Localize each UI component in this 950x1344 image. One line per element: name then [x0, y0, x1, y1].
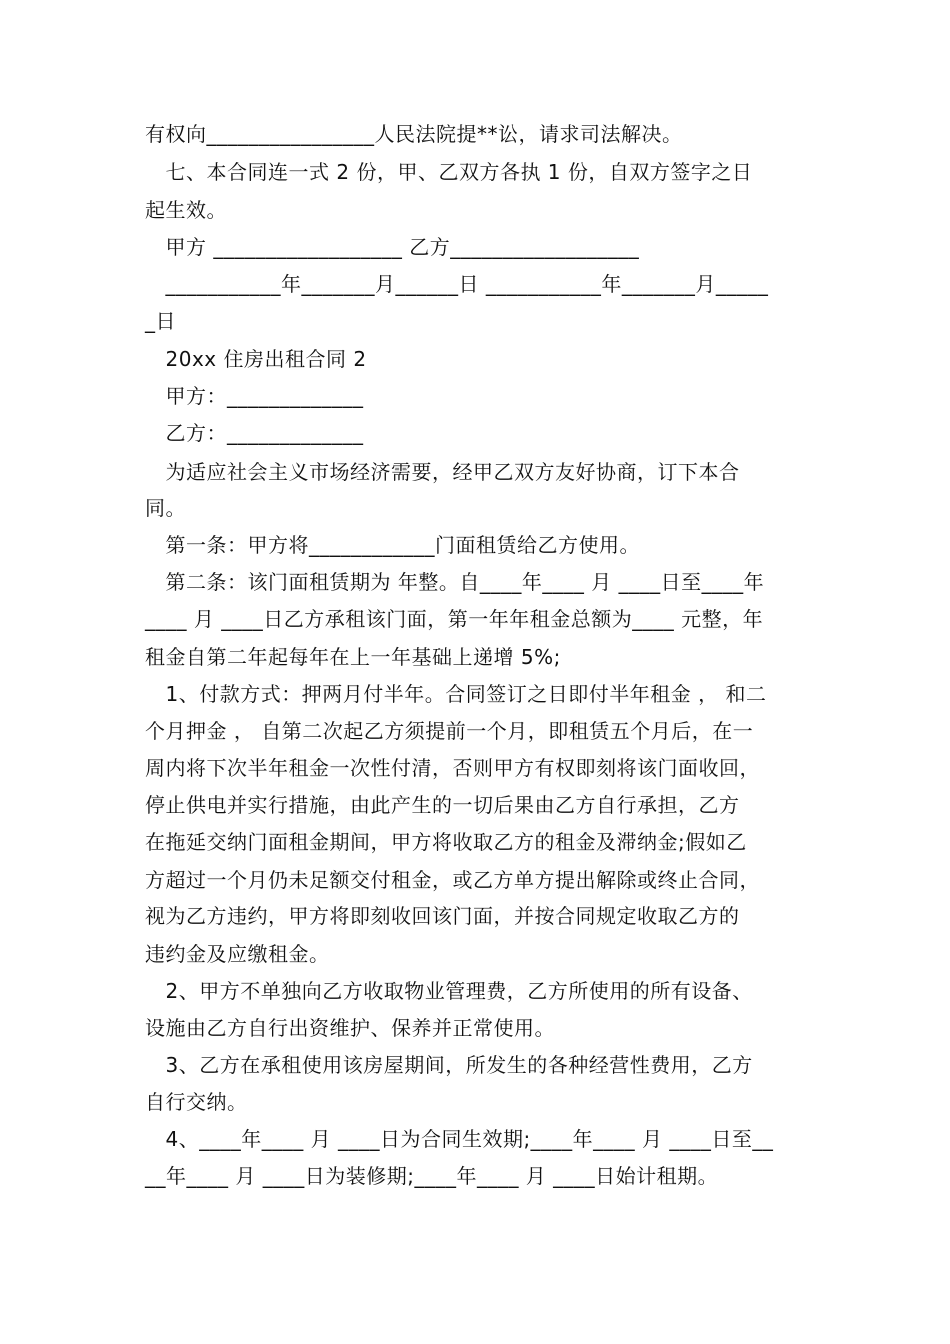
- clause-line: 个月押金 ， 自第二次起乙方须提前一个月，即租赁五个月后，在一: [145, 719, 754, 743]
- clause-line: 4、____年____ 月 ____日为合同生效期;____年____ 月 ____日至__: [145, 1127, 774, 1151]
- text-line: 起生效。: [145, 198, 227, 222]
- clause-line: 停止供电并实行措施，由此产生的一切后果由乙方自行承担，乙方: [145, 793, 740, 817]
- clause-line: 3、乙方在承租使用该房屋期间，所发生的各种经营性费用，乙方: [145, 1053, 753, 1077]
- clause-line: 设施由乙方自行出资维护、保养并正常使用。: [145, 1016, 555, 1040]
- party-a-field: 甲方：_____________: [145, 384, 364, 408]
- date-line: _日: [145, 309, 176, 333]
- date-line: ___________年_______月______日 ___________年_______月_____: [145, 272, 769, 296]
- text-line: 七、本合同连一式 2 份，甲、乙双方各执 1 份，自双方签字之日: [145, 160, 753, 184]
- clause-line: 周内将下次半年租金一次性付清，否则甲方有权即刻将该门面收回，: [145, 756, 760, 780]
- clause-line: 1、付款方式：押两月付半年。合同签订之日即付半年租金 ， 和二: [145, 682, 767, 706]
- clause-line: 第一条：甲方将____________门面租赁给乙方使用。: [145, 533, 640, 557]
- clause-line: 违约金及应缴租金。: [145, 942, 330, 966]
- clause-line: __年____ 月 ____日为装修期;____年____ 月 ____日始计租期。: [145, 1164, 719, 1188]
- party-b-field: 乙方：_____________: [145, 421, 364, 445]
- clause-line: 2、甲方不单独向乙方收取物业管理费，乙方所使用的所有设备、: [145, 979, 753, 1003]
- clause-line: ____ 月 ____日乙方承租该门面，第一年年租金总额为____ 元整，年: [145, 607, 764, 631]
- clause-line: 第二条：该门面租赁期为 年整。自____年____ 月 ____日至____年: [145, 570, 765, 594]
- clause-line: 租金自第二年起每年在上一年基础上递增 5%;: [145, 645, 561, 669]
- text-line: 同。: [145, 496, 186, 520]
- signature-line: 甲方 __________________ 乙方__________________: [145, 235, 640, 259]
- text-line: 为适应社会主义市场经济需要，经甲乙双方友好协商，订下本合: [145, 460, 740, 484]
- clause-line: 在拖延交纳门面租金期间，甲方将收取乙方的租金及滞纳金;假如乙: [145, 830, 747, 854]
- text-line: 有权向________________人民法院提**讼，请求司法解决。: [145, 122, 683, 146]
- clause-line: 方超过一个月仍未足额交付租金，或乙方单方提出解除或终止合同，: [145, 868, 760, 892]
- clause-line: 自行交纳。: [145, 1090, 248, 1114]
- clause-line: 视为乙方违约，甲方将即刻收回该门面，并按合同规定收取乙方的: [145, 904, 740, 928]
- section-title: 20xx 住房出租合同 2: [145, 347, 367, 371]
